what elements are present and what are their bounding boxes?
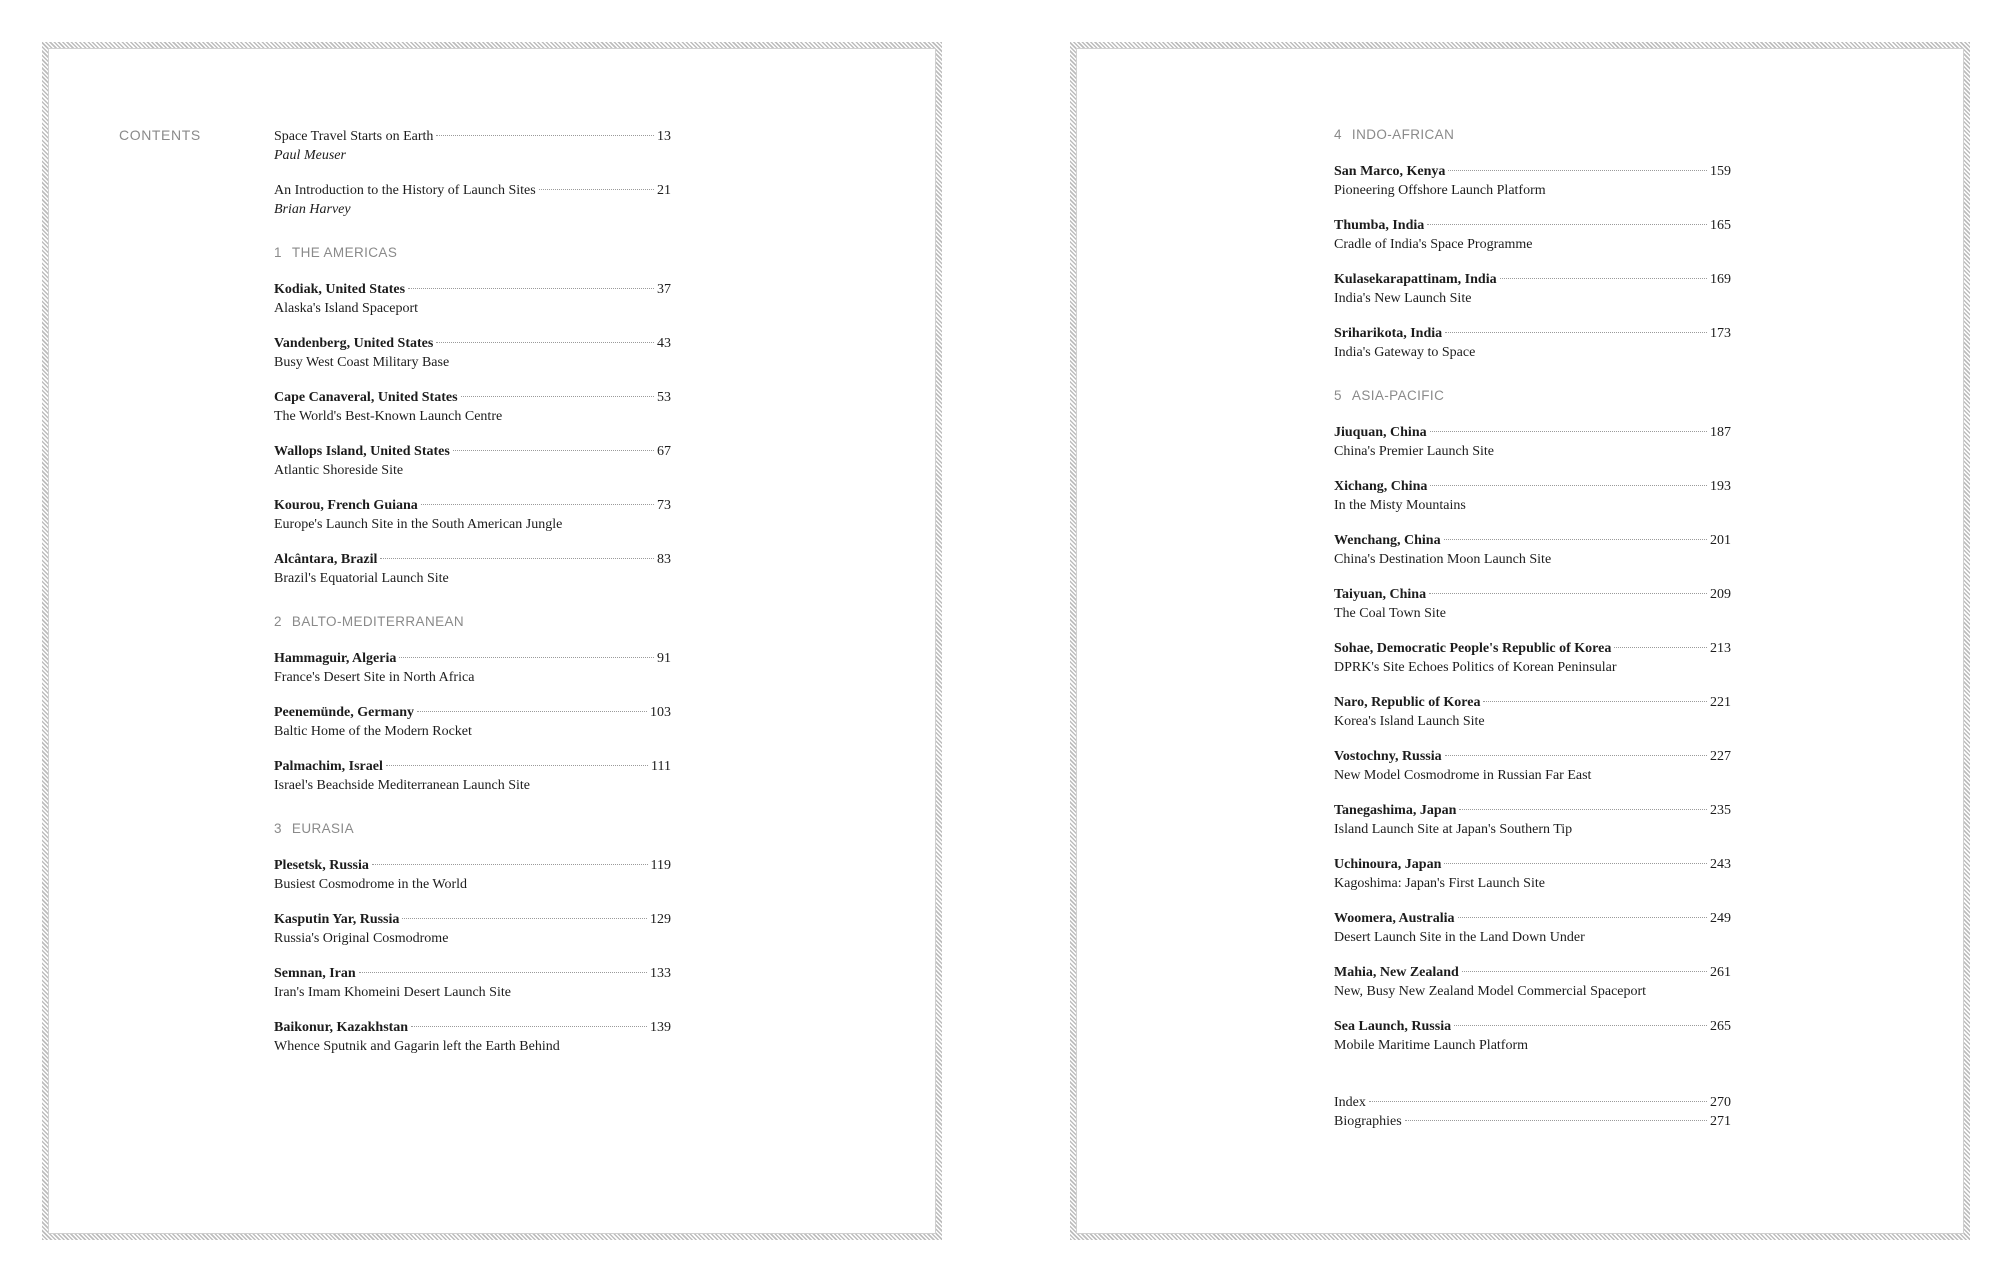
dot-leader — [1444, 863, 1707, 864]
section-heading — [274, 614, 671, 629]
toc-page-number: 103 — [650, 705, 671, 720]
toc-entry[interactable] — [1334, 1112, 1731, 1131]
toc-entry-title: Plesetsk, Russia — [274, 858, 369, 873]
dot-leader — [411, 1026, 647, 1027]
toc-entry-line — [1334, 423, 1731, 442]
toc-entry-title: Vandenberg, United States — [274, 336, 434, 351]
toc-entry-line — [274, 181, 671, 200]
toc-entry-subtitle: Atlantic Shoreside Site — [274, 463, 404, 478]
toc-entry-subtitle: The Coal Town Site — [1334, 606, 1446, 621]
toc-entry[interactable] — [274, 1018, 671, 1056]
toc-entry[interactable] — [1334, 324, 1731, 362]
toc-page-number: 235 — [1710, 803, 1731, 818]
toc-page-number: 73 — [657, 498, 671, 513]
toc-entry-line — [274, 856, 671, 875]
toc-page-number: 265 — [1710, 1019, 1731, 1034]
toc-entry[interactable] — [274, 127, 671, 165]
toc-entry-line — [1334, 747, 1731, 766]
dot-leader — [399, 657, 654, 658]
toc-page-number: 43 — [657, 336, 671, 351]
toc-entry-title: Kourou, French Guiana — [274, 498, 418, 513]
left-page — [42, 42, 942, 1240]
dot-leader — [1445, 332, 1707, 333]
left-toc-column — [274, 127, 671, 1072]
section-number: 2 — [274, 614, 282, 629]
toc-page-number: 91 — [657, 651, 671, 666]
toc-entry[interactable] — [1334, 747, 1731, 785]
section-heading — [1334, 388, 1731, 403]
toc-entry-title: Baikonur, Kazakhstan — [274, 1020, 409, 1035]
dot-leader — [1430, 431, 1707, 432]
toc-page-number: 271 — [1710, 1114, 1731, 1129]
toc-entry-title: Sohae, Democratic People's Republic of Korea — [1334, 641, 1612, 656]
toc-page-number: 243 — [1710, 857, 1731, 872]
dot-leader — [1500, 278, 1707, 279]
toc-entry[interactable] — [1334, 531, 1731, 569]
toc-page-number: 173 — [1710, 326, 1731, 341]
toc-entry-line — [1334, 801, 1731, 820]
toc-entry-line — [1334, 324, 1731, 343]
toc-entry-line — [274, 649, 671, 668]
section-number: 1 — [274, 245, 282, 260]
toc-entry[interactable] — [274, 964, 671, 1002]
dot-leader — [421, 504, 654, 505]
toc-entry[interactable] — [1334, 963, 1731, 1001]
toc-entry-subtitle: Israel's Beachside Mediterranean Launch Site — [274, 778, 530, 793]
toc-page-number: 13 — [657, 129, 671, 144]
toc-entry-title: Tanegashima, Japan — [1334, 803, 1457, 818]
toc-entry-subtitle: Iran's Imam Khomeini Desert Launch Site — [274, 985, 511, 1000]
toc-page-number: 133 — [650, 966, 671, 981]
toc-entry-line — [1334, 270, 1731, 289]
section-heading — [1334, 127, 1731, 142]
toc-page-number: 249 — [1710, 911, 1731, 926]
toc-entry-title: Xichang, China — [1334, 479, 1428, 494]
toc-entry-title: Woomera, Australia — [1334, 911, 1455, 926]
dot-leader — [539, 189, 654, 190]
toc-entry-title: Kasputin Yar, Russia — [274, 912, 400, 927]
toc-entry-subtitle: Mobile Maritime Launch Platform — [1334, 1038, 1529, 1053]
toc-entry-subtitle: Europe's Launch Site in the South American Jungle — [274, 517, 563, 532]
right-page-inner — [1077, 49, 1963, 1233]
dot-leader — [386, 765, 648, 766]
toc-entry[interactable] — [274, 334, 671, 372]
dot-leader — [1369, 1101, 1707, 1102]
toc-entry-title: Sea Launch, Russia — [1334, 1019, 1452, 1034]
dot-leader — [1483, 701, 1707, 702]
toc-page-number: 193 — [1710, 479, 1731, 494]
toc-entry-title: Wallops Island, United States — [274, 444, 450, 459]
toc-entry-line — [1334, 639, 1731, 658]
dot-leader — [359, 972, 647, 973]
toc-entry-line — [274, 280, 671, 299]
left-page-inner — [49, 49, 935, 1233]
toc-page-number: 21 — [657, 183, 671, 198]
toc-page-number: 139 — [650, 1020, 671, 1035]
toc-entry-title: An Introduction to the History of Launch Sites — [274, 183, 536, 198]
contents-heading: CONTENTS — [119, 127, 201, 143]
section-number: 5 — [1334, 388, 1342, 403]
toc-page-number: 169 — [1710, 272, 1731, 287]
toc-entry-subtitle: China's Destination Moon Launch Site — [1334, 552, 1552, 567]
dot-leader — [1454, 1025, 1707, 1026]
toc-entry[interactable] — [1334, 477, 1731, 515]
toc-entry-title: Taiyuan, China — [1334, 587, 1427, 602]
dot-leader — [453, 450, 654, 451]
section-title: BALTO-MEDITERRANEAN — [291, 614, 465, 629]
toc-entry[interactable] — [274, 910, 671, 948]
dot-leader — [1614, 647, 1707, 648]
toc-entry-title: Biographies — [1334, 1114, 1402, 1129]
toc-entry[interactable] — [1334, 270, 1731, 308]
toc-entry-subtitle: Baltic Home of the Modern Rocket — [274, 724, 472, 739]
toc-page-number: 261 — [1710, 965, 1731, 980]
toc-entry-title: Semnan, Iran — [274, 966, 356, 981]
section-number: 3 — [274, 821, 282, 836]
section-title: EURASIA — [291, 821, 354, 836]
toc-entry-title: Kulasekarapattinam, India — [1334, 272, 1497, 287]
toc-entry-title: Sriharikota, India — [1334, 326, 1443, 341]
toc-entry[interactable] — [1334, 801, 1731, 839]
toc-entry-line — [274, 703, 671, 722]
toc-page-number: 209 — [1710, 587, 1731, 602]
toc-entry-line — [274, 910, 671, 929]
toc-entry-title: Uchinoura, Japan — [1334, 857, 1442, 872]
toc-entry-title: Naro, Republic of Korea — [1334, 695, 1481, 710]
toc-entry[interactable] — [274, 757, 671, 795]
section-title: THE AMERICAS — [291, 245, 398, 260]
toc-entry-line — [274, 442, 671, 461]
toc-entry[interactable] — [1334, 1093, 1731, 1112]
toc-entry-line — [1334, 963, 1731, 982]
toc-entry-line — [274, 496, 671, 515]
toc-entry-subtitle: In the Misty Mountains — [1334, 498, 1466, 513]
toc-entry-title: Jiuquan, China — [1334, 425, 1427, 440]
toc-page-number: 270 — [1710, 1095, 1731, 1110]
dot-leader — [1462, 971, 1707, 972]
toc-page-number: 37 — [657, 282, 671, 297]
toc-entry-line — [274, 388, 671, 407]
dot-leader — [436, 342, 654, 343]
backmatter-list — [1334, 1093, 1731, 1131]
right-page — [1070, 42, 1970, 1240]
toc-entry-author: Paul Meuser — [274, 148, 346, 163]
toc-entry-subtitle: Island Launch Site at Japan's Southern Tip — [1334, 822, 1573, 837]
section-number: 4 — [1334, 127, 1342, 142]
toc-entry[interactable] — [1334, 855, 1731, 893]
toc-entry[interactable] — [274, 856, 671, 894]
toc-entry-line — [1334, 531, 1731, 550]
toc-entry[interactable] — [1334, 585, 1731, 623]
toc-entry-line — [274, 550, 671, 569]
toc-entry-title: Palmachim, Israel — [274, 759, 383, 774]
toc-entry[interactable] — [274, 181, 671, 219]
toc-entry-line — [1334, 909, 1731, 928]
section-title: ASIA-PACIFIC — [1351, 388, 1445, 403]
dot-leader — [1445, 755, 1707, 756]
toc-entry-subtitle: India's Gateway to Space — [1334, 345, 1476, 360]
dot-leader — [1458, 917, 1707, 918]
toc-entry-subtitle: France's Desert Site in North Africa — [274, 670, 475, 685]
toc-entry-title: San Marco, Kenya — [1334, 164, 1446, 179]
toc-entry-subtitle: Russia's Original Cosmodrome — [274, 931, 449, 946]
dot-leader — [461, 396, 654, 397]
toc-entry-author: Brian Harvey — [274, 202, 351, 217]
toc-entry-subtitle: India's New Launch Site — [1334, 291, 1472, 306]
toc-entry-line — [1334, 1112, 1731, 1131]
toc-entry-subtitle: Kagoshima: Japan's First Launch Site — [1334, 876, 1545, 891]
toc-entry-subtitle: Whence Sputnik and Gagarin left the Earth Behind — [274, 1039, 560, 1054]
toc-entry-title: Thumba, India — [1334, 218, 1425, 233]
toc-entry-title: Peenemünde, Germany — [274, 705, 414, 720]
toc-entry[interactable] — [274, 496, 671, 534]
dot-leader — [380, 558, 654, 559]
toc-entry-subtitle: DPRK's Site Echoes Politics of Korean Peninsular — [1334, 660, 1617, 675]
toc-entry[interactable] — [274, 550, 671, 588]
dot-leader — [1429, 593, 1707, 594]
toc-entry-line — [1334, 162, 1731, 181]
dot-leader — [408, 288, 654, 289]
dot-leader — [417, 711, 647, 712]
toc-entry-subtitle: Busiest Cosmodrome in the World — [274, 877, 468, 892]
toc-entry-line — [274, 964, 671, 983]
toc-page-number: 53 — [657, 390, 671, 405]
toc-page-number: 213 — [1710, 641, 1731, 656]
dot-leader — [1444, 539, 1707, 540]
toc-entry[interactable] — [274, 442, 671, 480]
toc-entry-line — [1334, 477, 1731, 496]
toc-entry-subtitle: Korea's Island Launch Site — [1334, 714, 1485, 729]
toc-entry-line — [1334, 855, 1731, 874]
toc-page-number: 165 — [1710, 218, 1731, 233]
toc-entry-subtitle: China's Premier Launch Site — [1334, 444, 1494, 459]
toc-page-number: 119 — [650, 858, 671, 873]
toc-entry-title: Hammaguir, Algeria — [274, 651, 397, 666]
toc-entry-subtitle: The World's Best-Known Launch Centre — [274, 409, 503, 424]
dot-leader — [436, 135, 654, 136]
dot-leader — [1448, 170, 1707, 171]
section-heading — [274, 245, 671, 260]
toc-entry-line — [1334, 585, 1731, 604]
toc-entry[interactable] — [274, 388, 671, 426]
toc-page-number: 83 — [657, 552, 671, 567]
toc-entry-title: Cape Canaveral, United States — [274, 390, 458, 405]
toc-entry[interactable] — [274, 703, 671, 741]
toc-entry-subtitle: Pioneering Offshore Launch Platform — [1334, 183, 1546, 198]
toc-entry[interactable] — [1334, 1017, 1731, 1055]
toc-entry-line — [1334, 1093, 1731, 1112]
toc-entry-title: Alcântara, Brazil — [274, 552, 378, 567]
toc-entry-subtitle: New, Busy New Zealand Model Commercial Spaceport — [1334, 984, 1647, 999]
toc-entry[interactable] — [1334, 639, 1731, 677]
toc-entry[interactable] — [1334, 216, 1731, 254]
toc-entry-subtitle: Busy West Coast Military Base — [274, 355, 450, 370]
toc-page-number: 221 — [1710, 695, 1731, 710]
toc-entry-title: Mahia, New Zealand — [1334, 965, 1459, 980]
toc-entry-line — [1334, 693, 1731, 712]
toc-entry-title: Kodiak, United States — [274, 282, 406, 297]
section-heading — [274, 821, 671, 836]
toc-entry-line — [1334, 216, 1731, 235]
toc-page-number: 159 — [1710, 164, 1731, 179]
toc-page-number: 67 — [657, 444, 671, 459]
dot-leader — [1430, 485, 1707, 486]
toc-entry[interactable] — [1334, 909, 1731, 947]
toc-page-number: 201 — [1710, 533, 1731, 548]
dot-leader — [372, 864, 648, 865]
toc-entry[interactable] — [1334, 693, 1731, 731]
toc-entry-subtitle: Cradle of India's Space Programme — [1334, 237, 1533, 252]
section-title: INDO-AFRICAN — [1351, 127, 1455, 142]
toc-entry-line — [274, 757, 671, 776]
toc-entry-title: Space Travel Starts on Earth — [274, 129, 434, 144]
toc-entry-title: Index — [1334, 1095, 1366, 1110]
toc-entry-line — [1334, 1017, 1731, 1036]
toc-entry-subtitle: Alaska's Island Spaceport — [274, 301, 419, 316]
dot-leader — [1459, 809, 1707, 810]
toc-entry-line — [274, 334, 671, 353]
dot-leader — [1427, 224, 1707, 225]
toc-entry-subtitle: Brazil's Equatorial Launch Site — [274, 571, 449, 586]
dot-leader — [402, 918, 647, 919]
toc-entry[interactable] — [1334, 423, 1731, 461]
toc-page-number: 187 — [1710, 425, 1731, 440]
toc-entry-title: Vostochny, Russia — [1334, 749, 1442, 764]
toc-page-number: 111 — [651, 759, 671, 774]
toc-entry-title: Wenchang, China — [1334, 533, 1441, 548]
toc-entry[interactable] — [1334, 162, 1731, 200]
dot-leader — [1405, 1120, 1707, 1121]
toc-entry[interactable] — [274, 280, 671, 318]
toc-page-number: 129 — [650, 912, 671, 927]
toc-entry[interactable] — [274, 649, 671, 687]
toc-entry-line — [274, 1018, 671, 1037]
toc-entry-line — [274, 127, 671, 146]
toc-entry-subtitle: Desert Launch Site in the Land Down Under — [1334, 930, 1585, 945]
toc-entry-subtitle: New Model Cosmodrome in Russian Far East — [1334, 768, 1592, 783]
toc-page-number: 227 — [1710, 749, 1731, 764]
right-toc-column — [1334, 127, 1731, 1131]
